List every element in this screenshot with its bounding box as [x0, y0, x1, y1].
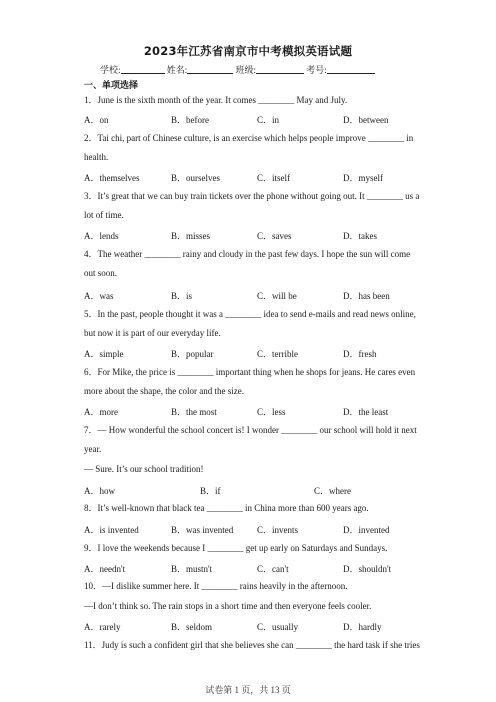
q8-option-b[interactable]: B．was invented: [171, 525, 234, 535]
q10-option-d[interactable]: D．hardly: [343, 622, 382, 632]
q2-option-b[interactable]: B．ourselves: [171, 173, 220, 183]
q10-option-c[interactable]: C．usually: [257, 622, 299, 632]
q10-option-a[interactable]: A．rarely: [84, 622, 121, 632]
q5-option-a[interactable]: A．simple: [84, 349, 124, 359]
exam-title: 2023年江苏省南京市中考模拟英语试题: [143, 44, 353, 58]
q8-option-c[interactable]: C．invents: [257, 525, 299, 535]
name-label: 姓名:: [166, 65, 188, 75]
q2-option-d[interactable]: D．myself: [343, 173, 383, 183]
q7-option-a[interactable]: A．how: [84, 486, 115, 496]
question-3-continuation: lot of time.: [84, 210, 124, 220]
question-3-stem: 3．It’s great that we can buy train tickets over the phone without going out. It ________ us a: [84, 191, 420, 201]
q9-option-c[interactable]: C．can't: [257, 564, 289, 574]
q9-option-a[interactable]: A．needn't: [84, 564, 126, 574]
q3-option-c[interactable]: C．saves: [257, 231, 292, 241]
question-9-stem: 9．I love the weekends because I ________ get up early on Saturdays and Sundays.: [84, 543, 388, 553]
q10-option-b[interactable]: B．seldom: [171, 622, 213, 632]
q7-option-c[interactable]: C．where: [314, 486, 351, 496]
q5-option-c[interactable]: C．terrible: [257, 349, 298, 359]
q4-option-d[interactable]: D．has been: [343, 291, 390, 301]
q8-option-a[interactable]: A．is invented: [84, 525, 139, 535]
page-footer: 试卷第 1 页，共 13 页: [205, 685, 291, 695]
q9-option-b[interactable]: B．mustn't: [171, 564, 213, 574]
q1-option-b[interactable]: B．before: [171, 115, 209, 125]
q2-option-a[interactable]: A．themselves: [84, 173, 140, 183]
exam-number-blank[interactable]: [327, 64, 375, 74]
q6-option-a[interactable]: A．more: [84, 407, 118, 417]
question-11-stem: 11．Judy is such a confident girl that she believes she can ________ the hard task if she tries: [84, 640, 420, 650]
question-8-stem: 8．It’s well-known that black tea ________ in China more than 600 years ago.: [84, 503, 369, 513]
q9-option-d[interactable]: D．shouldn't: [343, 564, 392, 574]
question-7-stem: 7．— How wonderful the school concert is! I wonder ________ our school will hold it next: [84, 425, 417, 435]
question-1-stem: 1．June is the sixth month of the year. It comes ________ May and July.: [84, 95, 348, 105]
q8-option-d[interactable]: D．invented: [343, 525, 390, 535]
question-10-reply: —I don’t think so. The rain stops in a short time and then everyone feels cooler.: [84, 601, 372, 611]
name-blank[interactable]: [187, 64, 233, 74]
q3-option-a[interactable]: A．lends: [84, 231, 119, 241]
q3-option-b[interactable]: B．misses: [171, 231, 211, 241]
q1-option-c[interactable]: C．in: [257, 115, 280, 125]
exam-number-label: 考号:: [306, 65, 327, 75]
q6-option-d[interactable]: D．the least: [343, 407, 389, 417]
question-7-continuation: year.: [84, 444, 102, 454]
q4-option-c[interactable]: C．will be: [257, 291, 297, 301]
question-10-stem: 10．—I dislike summer here. It ________ rains heavily in the afternoon.: [84, 581, 348, 591]
question-5-continuation: but now it is part of our everyday life.: [84, 328, 221, 338]
question-2-stem: 2．Tai chi, part of Chinese culture, is an exercise which helps people improve ________ in: [84, 133, 414, 143]
student-info-line: [100, 63, 375, 76]
question-5-stem: 5．In the past, people thought it was a ________ idea to send e-mails and read news online,: [84, 309, 416, 319]
section-heading: 一、单项选择: [84, 81, 139, 91]
q2-option-c[interactable]: C．itself: [257, 173, 290, 183]
q4-option-a[interactable]: A．was: [84, 291, 114, 301]
q5-option-b[interactable]: B．popular: [171, 349, 214, 359]
q6-option-c[interactable]: C．less: [257, 407, 286, 417]
class-blank[interactable]: [256, 64, 304, 74]
school-blank[interactable]: [121, 64, 165, 74]
q5-option-d[interactable]: D．fresh: [343, 349, 377, 359]
question-2-continuation: health.: [84, 152, 109, 162]
question-4-stem: 4．The weather ________ rainy and cloudy in the past few days. I hope the sun will come: [84, 249, 411, 259]
question-4-continuation: out soon.: [84, 268, 118, 278]
q1-option-a[interactable]: A．on: [84, 115, 109, 125]
q7-option-b[interactable]: B．if: [200, 486, 221, 496]
question-6-stem: 6．For Mike, the price is ________ important thing when he shops for jeans. He cares even: [84, 367, 416, 377]
q4-option-b[interactable]: B．is: [171, 291, 193, 301]
q1-option-d[interactable]: D．between: [343, 115, 389, 125]
question-6-continuation: more about the shape, the color and the size.: [84, 386, 244, 396]
q6-option-b[interactable]: B．the most: [171, 407, 217, 417]
question-7-reply: — Sure. It’s our school tradition!: [84, 464, 204, 474]
class-label: 班级:: [235, 65, 257, 75]
school-label: 学校:: [100, 65, 121, 75]
q3-option-d[interactable]: D．takes: [343, 231, 377, 241]
